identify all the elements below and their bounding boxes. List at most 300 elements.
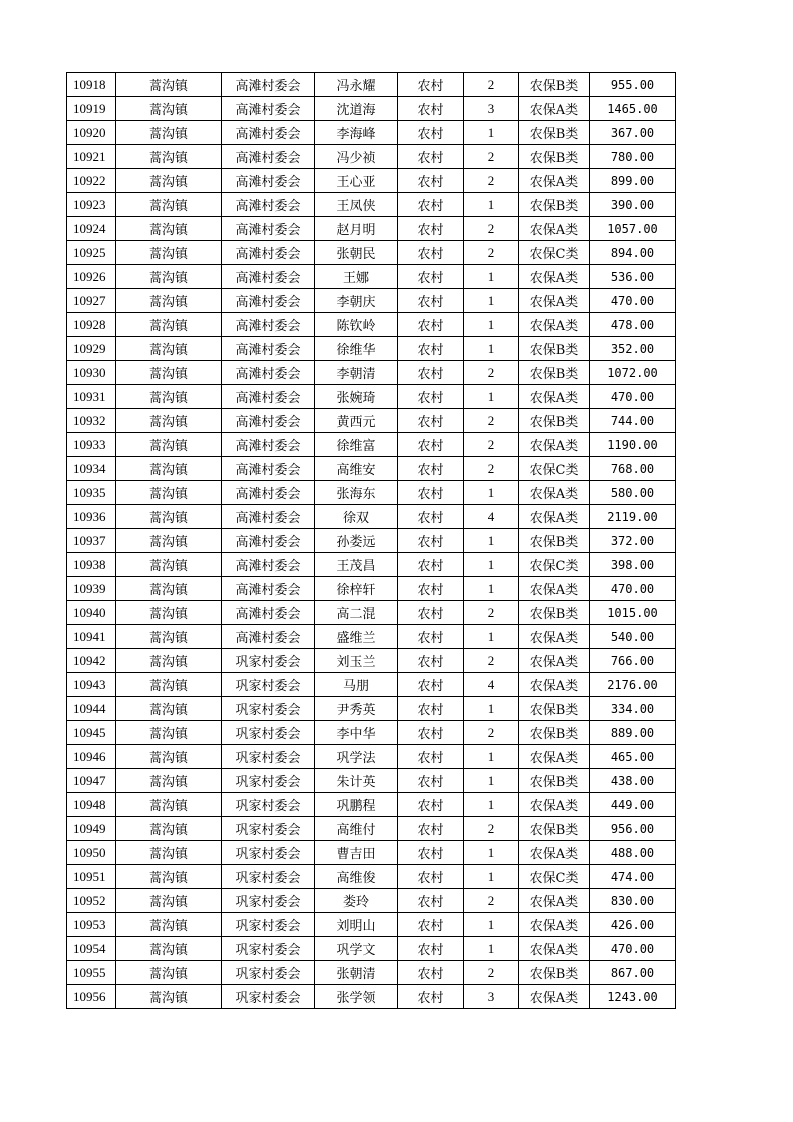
cell-household-size: 2 (464, 169, 519, 193)
cell-household-size: 2 (464, 889, 519, 913)
table-row (67, 649, 676, 673)
cell-area-type: 农村 (398, 817, 464, 841)
table-row (67, 241, 676, 265)
cell-household-size: 2 (464, 721, 519, 745)
table-row (67, 313, 676, 337)
table-row (67, 169, 676, 193)
cell-serial-number: 10929 (67, 337, 116, 361)
table-row (67, 577, 676, 601)
cell-serial-number: 10941 (67, 625, 116, 649)
cell-household-size: 1 (464, 793, 519, 817)
cell-insurance-category: 农保C类 (519, 553, 590, 577)
cell-household-size: 4 (464, 505, 519, 529)
cell-village-committee: 高滩村委会 (222, 217, 315, 241)
cell-serial-number: 10922 (67, 169, 116, 193)
cell-town: 蒿沟镇 (116, 697, 222, 721)
cell-insurance-category: 农保A类 (519, 745, 590, 769)
table-row (67, 217, 676, 241)
cell-serial-number: 10951 (67, 865, 116, 889)
cell-insurance-category: 农保A类 (519, 217, 590, 241)
cell-amount: 780.00 (590, 145, 676, 169)
cell-town: 蒿沟镇 (116, 577, 222, 601)
cell-household-size: 1 (464, 769, 519, 793)
cell-village-committee: 高滩村委会 (222, 361, 315, 385)
cell-insurance-category: 农保A类 (519, 433, 590, 457)
cell-insurance-category: 农保A类 (519, 985, 590, 1009)
cell-insurance-category: 农保A类 (519, 385, 590, 409)
cell-village-committee: 高滩村委会 (222, 337, 315, 361)
cell-amount: 488.00 (590, 841, 676, 865)
cell-village-committee: 高滩村委会 (222, 73, 315, 97)
cell-town: 蒿沟镇 (116, 505, 222, 529)
cell-person-name: 赵月明 (315, 217, 398, 241)
table-row (67, 193, 676, 217)
cell-area-type: 农村 (398, 841, 464, 865)
cell-town: 蒿沟镇 (116, 937, 222, 961)
cell-household-size: 2 (464, 241, 519, 265)
cell-insurance-category: 农保A类 (519, 673, 590, 697)
table-row (67, 601, 676, 625)
cell-household-size: 1 (464, 625, 519, 649)
cell-household-size: 1 (464, 865, 519, 889)
cell-household-size: 2 (464, 817, 519, 841)
cell-serial-number: 10926 (67, 265, 116, 289)
cell-household-size: 2 (464, 145, 519, 169)
cell-household-size: 1 (464, 289, 519, 313)
cell-area-type: 农村 (398, 121, 464, 145)
table-row (67, 289, 676, 313)
cell-amount: 426.00 (590, 913, 676, 937)
cell-town: 蒿沟镇 (116, 913, 222, 937)
cell-village-committee: 高滩村委会 (222, 193, 315, 217)
cell-household-size: 4 (464, 673, 519, 697)
cell-amount: 540.00 (590, 625, 676, 649)
cell-area-type: 农村 (398, 625, 464, 649)
cell-household-size: 2 (464, 409, 519, 433)
cell-amount: 470.00 (590, 577, 676, 601)
cell-village-committee: 高滩村委会 (222, 241, 315, 265)
cell-household-size: 1 (464, 937, 519, 961)
cell-area-type: 农村 (398, 193, 464, 217)
cell-household-size: 3 (464, 97, 519, 121)
cell-town: 蒿沟镇 (116, 97, 222, 121)
cell-area-type: 农村 (398, 865, 464, 889)
cell-serial-number: 10940 (67, 601, 116, 625)
cell-person-name: 徐维华 (315, 337, 398, 361)
cell-household-size: 1 (464, 529, 519, 553)
cell-amount: 956.00 (590, 817, 676, 841)
cell-area-type: 农村 (398, 73, 464, 97)
cell-area-type: 农村 (398, 721, 464, 745)
cell-insurance-category: 农保A类 (519, 577, 590, 601)
cell-town: 蒿沟镇 (116, 433, 222, 457)
cell-serial-number: 10946 (67, 745, 116, 769)
cell-serial-number: 10949 (67, 817, 116, 841)
cell-person-name: 徐双 (315, 505, 398, 529)
cell-household-size: 2 (464, 601, 519, 625)
cell-household-size: 1 (464, 193, 519, 217)
cell-town: 蒿沟镇 (116, 169, 222, 193)
cell-insurance-category: 农保A类 (519, 289, 590, 313)
cell-village-committee: 巩家村委会 (222, 673, 315, 697)
cell-serial-number: 10944 (67, 697, 116, 721)
cell-town: 蒿沟镇 (116, 649, 222, 673)
cell-household-size: 3 (464, 985, 519, 1009)
cell-serial-number: 10932 (67, 409, 116, 433)
cell-area-type: 农村 (398, 913, 464, 937)
cell-serial-number: 10936 (67, 505, 116, 529)
cell-person-name: 盛维兰 (315, 625, 398, 649)
cell-household-size: 2 (464, 217, 519, 241)
cell-village-committee: 巩家村委会 (222, 961, 315, 985)
table-row (67, 553, 676, 577)
cell-village-committee: 高滩村委会 (222, 529, 315, 553)
cell-area-type: 农村 (398, 793, 464, 817)
cell-town: 蒿沟镇 (116, 193, 222, 217)
cell-town: 蒿沟镇 (116, 217, 222, 241)
cell-town: 蒿沟镇 (116, 841, 222, 865)
cell-insurance-category: 农保B类 (519, 961, 590, 985)
cell-amount: 580.00 (590, 481, 676, 505)
cell-household-size: 1 (464, 577, 519, 601)
table-row (67, 841, 676, 865)
table-row (67, 889, 676, 913)
cell-insurance-category: 农保B类 (519, 697, 590, 721)
cell-person-name: 李朝庆 (315, 289, 398, 313)
cell-town: 蒿沟镇 (116, 529, 222, 553)
table-row (67, 481, 676, 505)
cell-town: 蒿沟镇 (116, 313, 222, 337)
table-row (67, 145, 676, 169)
cell-village-committee: 巩家村委会 (222, 793, 315, 817)
cell-amount: 465.00 (590, 745, 676, 769)
cell-insurance-category: 农保A类 (519, 841, 590, 865)
cell-area-type: 农村 (398, 145, 464, 169)
cell-village-committee: 高滩村委会 (222, 97, 315, 121)
cell-serial-number: 10931 (67, 385, 116, 409)
cell-area-type: 农村 (398, 289, 464, 313)
cell-village-committee: 巩家村委会 (222, 889, 315, 913)
cell-area-type: 农村 (398, 361, 464, 385)
cell-area-type: 农村 (398, 649, 464, 673)
cell-serial-number: 10923 (67, 193, 116, 217)
cell-amount: 470.00 (590, 289, 676, 313)
cell-person-name: 王茂昌 (315, 553, 398, 577)
cell-insurance-category: 农保A类 (519, 169, 590, 193)
cell-area-type: 农村 (398, 385, 464, 409)
cell-town: 蒿沟镇 (116, 793, 222, 817)
cell-amount: 768.00 (590, 457, 676, 481)
cell-insurance-category: 农保B类 (519, 73, 590, 97)
cell-town: 蒿沟镇 (116, 553, 222, 577)
cell-amount: 1015.00 (590, 601, 676, 625)
cell-insurance-category: 农保B类 (519, 145, 590, 169)
cell-amount: 744.00 (590, 409, 676, 433)
cell-insurance-category: 农保B类 (519, 601, 590, 625)
cell-amount: 1190.00 (590, 433, 676, 457)
cell-area-type: 农村 (398, 769, 464, 793)
cell-village-committee: 高滩村委会 (222, 577, 315, 601)
cell-person-name: 徐维富 (315, 433, 398, 457)
cell-insurance-category: 农保A类 (519, 265, 590, 289)
cell-area-type: 农村 (398, 529, 464, 553)
cell-village-committee: 高滩村委会 (222, 601, 315, 625)
cell-village-committee: 高滩村委会 (222, 457, 315, 481)
cell-household-size: 1 (464, 121, 519, 145)
cell-serial-number: 10948 (67, 793, 116, 817)
cell-area-type: 农村 (398, 889, 464, 913)
cell-amount: 955.00 (590, 73, 676, 97)
cell-serial-number: 10924 (67, 217, 116, 241)
table-row (67, 361, 676, 385)
cell-amount: 536.00 (590, 265, 676, 289)
cell-amount: 830.00 (590, 889, 676, 913)
cell-person-name: 黄西元 (315, 409, 398, 433)
cell-household-size: 1 (464, 265, 519, 289)
cell-person-name: 徐梓轩 (315, 577, 398, 601)
cell-insurance-category: 农保B类 (519, 193, 590, 217)
cell-serial-number: 10952 (67, 889, 116, 913)
table-row (67, 529, 676, 553)
cell-village-committee: 巩家村委会 (222, 985, 315, 1009)
cell-area-type: 农村 (398, 481, 464, 505)
table-row (67, 937, 676, 961)
cell-village-committee: 巩家村委会 (222, 745, 315, 769)
table-row (67, 625, 676, 649)
cell-area-type: 农村 (398, 505, 464, 529)
table-row (67, 913, 676, 937)
cell-village-committee: 高滩村委会 (222, 505, 315, 529)
cell-amount: 449.00 (590, 793, 676, 817)
cell-area-type: 农村 (398, 937, 464, 961)
cell-town: 蒿沟镇 (116, 889, 222, 913)
cell-village-committee: 巩家村委会 (222, 913, 315, 937)
cell-person-name: 王凤侠 (315, 193, 398, 217)
cell-town: 蒿沟镇 (116, 817, 222, 841)
cell-household-size: 1 (464, 697, 519, 721)
cell-person-name: 巩鹏程 (315, 793, 398, 817)
cell-person-name: 王娜 (315, 265, 398, 289)
cell-area-type: 农村 (398, 409, 464, 433)
cell-insurance-category: 农保A类 (519, 625, 590, 649)
cell-serial-number: 10956 (67, 985, 116, 1009)
cell-town: 蒿沟镇 (116, 769, 222, 793)
cell-person-name: 曹吉田 (315, 841, 398, 865)
cell-person-name: 高维付 (315, 817, 398, 841)
cell-town: 蒿沟镇 (116, 337, 222, 361)
cell-insurance-category: 农保B类 (519, 361, 590, 385)
cell-insurance-category: 农保A类 (519, 937, 590, 961)
cell-town: 蒿沟镇 (116, 121, 222, 145)
cell-serial-number: 10919 (67, 97, 116, 121)
table-row (67, 73, 676, 97)
cell-area-type: 农村 (398, 961, 464, 985)
cell-area-type: 农村 (398, 433, 464, 457)
cell-insurance-category: 农保A类 (519, 505, 590, 529)
cell-insurance-category: 农保B类 (519, 121, 590, 145)
cell-village-committee: 巩家村委会 (222, 865, 315, 889)
cell-insurance-category: 农保C类 (519, 457, 590, 481)
cell-person-name: 刘明山 (315, 913, 398, 937)
cell-household-size: 1 (464, 745, 519, 769)
cell-area-type: 农村 (398, 313, 464, 337)
cell-person-name: 巩学文 (315, 937, 398, 961)
cell-person-name: 孙娄远 (315, 529, 398, 553)
table-row (67, 961, 676, 985)
cell-amount: 2119.00 (590, 505, 676, 529)
cell-serial-number: 10921 (67, 145, 116, 169)
table-row (67, 97, 676, 121)
cell-amount: 470.00 (590, 385, 676, 409)
cell-town: 蒿沟镇 (116, 673, 222, 697)
cell-person-name: 陈钦岭 (315, 313, 398, 337)
cell-person-name: 冯少祯 (315, 145, 398, 169)
cell-serial-number: 10930 (67, 361, 116, 385)
cell-village-committee: 高滩村委会 (222, 481, 315, 505)
cell-insurance-category: 农保A类 (519, 481, 590, 505)
cell-household-size: 2 (464, 649, 519, 673)
cell-insurance-category: 农保A类 (519, 793, 590, 817)
cell-serial-number: 10943 (67, 673, 116, 697)
cell-amount: 390.00 (590, 193, 676, 217)
cell-area-type: 农村 (398, 457, 464, 481)
cell-town: 蒿沟镇 (116, 289, 222, 313)
cell-serial-number: 10942 (67, 649, 116, 673)
cell-serial-number: 10954 (67, 937, 116, 961)
cell-serial-number: 10937 (67, 529, 116, 553)
cell-village-committee: 巩家村委会 (222, 649, 315, 673)
cell-insurance-category: 农保B类 (519, 529, 590, 553)
cell-town: 蒿沟镇 (116, 241, 222, 265)
cell-village-committee: 巩家村委会 (222, 769, 315, 793)
cell-village-committee: 高滩村委会 (222, 289, 315, 313)
cell-household-size: 1 (464, 553, 519, 577)
cell-serial-number: 10918 (67, 73, 116, 97)
cell-amount: 889.00 (590, 721, 676, 745)
cell-household-size: 1 (464, 841, 519, 865)
cell-insurance-category: 农保A类 (519, 313, 590, 337)
cell-person-name: 沈道海 (315, 97, 398, 121)
cell-town: 蒿沟镇 (116, 745, 222, 769)
cell-person-name: 高二混 (315, 601, 398, 625)
table-row (67, 745, 676, 769)
cell-village-committee: 高滩村委会 (222, 169, 315, 193)
cell-insurance-category: 农保A类 (519, 97, 590, 121)
cell-serial-number: 10920 (67, 121, 116, 145)
cell-village-committee: 巩家村委会 (222, 841, 315, 865)
cell-amount: 1465.00 (590, 97, 676, 121)
cell-serial-number: 10947 (67, 769, 116, 793)
cell-village-committee: 巩家村委会 (222, 937, 315, 961)
table-row (67, 121, 676, 145)
table-row (67, 865, 676, 889)
table-row (67, 409, 676, 433)
cell-insurance-category: 农保B类 (519, 409, 590, 433)
cell-area-type: 农村 (398, 241, 464, 265)
cell-amount: 352.00 (590, 337, 676, 361)
table-row (67, 673, 676, 697)
cell-town: 蒿沟镇 (116, 361, 222, 385)
cell-person-name: 王心亚 (315, 169, 398, 193)
cell-area-type: 农村 (398, 337, 464, 361)
cell-person-name: 张朝清 (315, 961, 398, 985)
cell-town: 蒿沟镇 (116, 265, 222, 289)
cell-household-size: 2 (464, 361, 519, 385)
cell-person-name: 李朝清 (315, 361, 398, 385)
cell-amount: 470.00 (590, 937, 676, 961)
cell-area-type: 农村 (398, 217, 464, 241)
cell-person-name: 巩学法 (315, 745, 398, 769)
cell-amount: 438.00 (590, 769, 676, 793)
cell-household-size: 1 (464, 913, 519, 937)
cell-town: 蒿沟镇 (116, 961, 222, 985)
cell-amount: 1072.00 (590, 361, 676, 385)
cell-town: 蒿沟镇 (116, 73, 222, 97)
table-row (67, 265, 676, 289)
cell-serial-number: 10955 (67, 961, 116, 985)
cell-amount: 2176.00 (590, 673, 676, 697)
cell-serial-number: 10945 (67, 721, 116, 745)
cell-village-committee: 高滩村委会 (222, 145, 315, 169)
cell-household-size: 1 (464, 385, 519, 409)
cell-amount: 334.00 (590, 697, 676, 721)
cell-village-committee: 高滩村委会 (222, 433, 315, 457)
cell-area-type: 农村 (398, 265, 464, 289)
table-row (67, 697, 676, 721)
cell-insurance-category: 农保A类 (519, 913, 590, 937)
cell-area-type: 农村 (398, 745, 464, 769)
cell-amount: 367.00 (590, 121, 676, 145)
cell-serial-number: 10935 (67, 481, 116, 505)
cell-person-name: 张婉琦 (315, 385, 398, 409)
cell-town: 蒿沟镇 (116, 481, 222, 505)
cell-person-name: 高维俊 (315, 865, 398, 889)
cell-serial-number: 10933 (67, 433, 116, 457)
table-row (67, 337, 676, 361)
cell-amount: 867.00 (590, 961, 676, 985)
cell-amount: 474.00 (590, 865, 676, 889)
cell-village-committee: 高滩村委会 (222, 265, 315, 289)
cell-area-type: 农村 (398, 673, 464, 697)
cell-town: 蒿沟镇 (116, 865, 222, 889)
cell-village-committee: 高滩村委会 (222, 385, 315, 409)
cell-serial-number: 10928 (67, 313, 116, 337)
table-row (67, 721, 676, 745)
table-row (67, 505, 676, 529)
table-row (67, 985, 676, 1009)
cell-area-type: 农村 (398, 601, 464, 625)
cell-person-name: 李海峰 (315, 121, 398, 145)
cell-town: 蒿沟镇 (116, 625, 222, 649)
cell-village-committee: 高滩村委会 (222, 313, 315, 337)
cell-town: 蒿沟镇 (116, 145, 222, 169)
cell-household-size: 1 (464, 313, 519, 337)
cell-household-size: 1 (464, 337, 519, 361)
cell-town: 蒿沟镇 (116, 385, 222, 409)
cell-household-size: 1 (464, 481, 519, 505)
cell-town: 蒿沟镇 (116, 601, 222, 625)
cell-insurance-category: 农保B类 (519, 817, 590, 841)
cell-village-committee: 高滩村委会 (222, 409, 315, 433)
cell-amount: 899.00 (590, 169, 676, 193)
table-row (67, 385, 676, 409)
cell-household-size: 2 (464, 457, 519, 481)
cell-serial-number: 10939 (67, 577, 116, 601)
cell-town: 蒿沟镇 (116, 985, 222, 1009)
cell-insurance-category: 农保C类 (519, 241, 590, 265)
cell-amount: 1243.00 (590, 985, 676, 1009)
cell-serial-number: 10953 (67, 913, 116, 937)
